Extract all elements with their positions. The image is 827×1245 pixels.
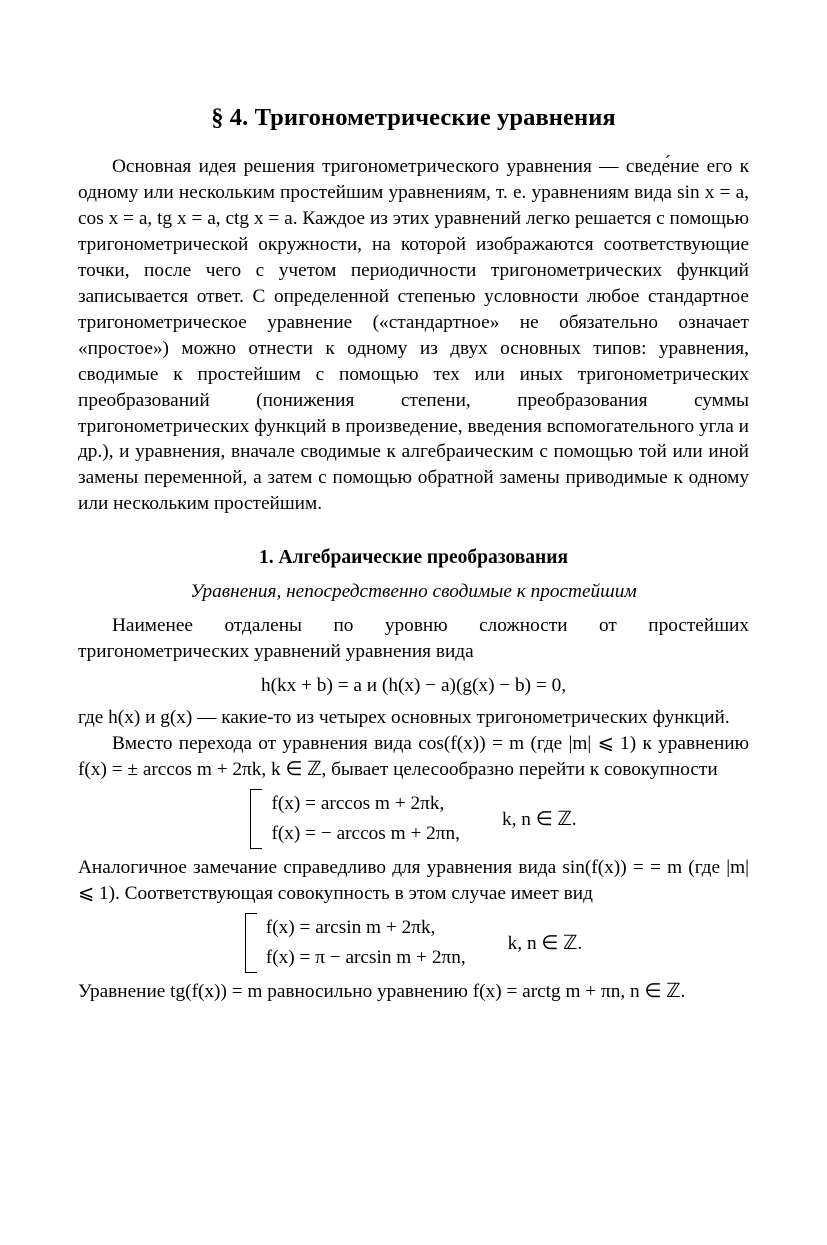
intro-text: Основная идея решения тригонометрического уравнения — сведе́ние его к одному или нескольким простейшим уравнениям, т. е. уравнениям вида sin x = a, cos x = a, tg x = a, ctg x = a. Каждое из этих уравнений легко решается с помощью тригонометрической окружности, на которой изображаются соответствующие точки, после чего с учетом периодичности тригонометрических функций записывается ответ. С определенной степенью условности любое стандартное тригонометрическое уравнение («стандартное» не обязательно означает «простое») можно отнести к одному из двух основных типов: уравнения, сводимые к простейшим с помощью тех или иных тригонометрических преобразований (понижения степени, преобразования суммы тригонометрических функций в произведение, введения вспомогательного угла и др.), и уравнения, вначале сводимые к алгебраическим с помощью той или иной замены переменной, а затем с помощью обратной замены приводимые к одному или нескольким простейшим.: [78, 156, 749, 515]
system-bracket-icon: [245, 913, 257, 973]
paragraph-2: Наименее отдалены по уровню сложности от простейших тригонометрических уравнений уравнения вида: [78, 615, 749, 663]
system-1-rows: [271, 789, 460, 849]
system-2-condition: k, n ∈ ℤ.: [507, 932, 583, 954]
subsection-subtitle: Уравнения, непосредственно сводимые к простейшим: [190, 581, 637, 603]
subsection-title: Алгебраические преобразования: [278, 547, 569, 569]
page-title: § 4. Тригонометрические уравнения: [211, 104, 616, 131]
formula-1: h(kx + b) = a и (h(x) − a)(g(x) − b) = 0,: [260, 675, 567, 697]
system-2-row-1: f(x) = arcsin m + 2πk,: [265, 916, 436, 938]
paragraph-5: Аналогичное замечание справедливо для уравнения вида sin(f(x)) = = m (где |m| ⩽ 1). Соответствующая совокупность в этом случае имеет вид: [78, 856, 749, 904]
intro-paragraph: [78, 154, 749, 517]
system-1-group: [250, 789, 460, 849]
equation-system-2: [78, 913, 749, 973]
system-2-rows: [266, 913, 466, 973]
subsection-number: 1.: [258, 547, 274, 569]
system-bracket-icon: [250, 789, 262, 849]
system-2-row-2: f(x) = π − arcsin m + 2πn,: [265, 946, 466, 968]
paragraph-4: Вместо перехода от уравнения вида cos(f(x)) = m (где |m| ⩽ 1) к уравнению f(x) = ± arccos m + 2πk, k ∈ ℤ, бывает целесообразно перейти к совокупности: [78, 733, 749, 781]
system-1-condition: k, n ∈ ℤ.: [501, 809, 577, 831]
paragraph-3: где h(x) и g(x) — какие-то из четырех основных тригонометрических функций.: [78, 707, 730, 729]
system-2-group: [245, 913, 466, 973]
subsection-heading: [78, 547, 749, 569]
paragraph-6: Уравнение tg(f(x)) = m равносильно уравнению f(x) = arctg m + πn, n ∈ ℤ.: [78, 980, 686, 1002]
system-1-row-1: f(x) = arccos m + 2πk,: [271, 793, 445, 815]
system-1-row-2: f(x) = − arccos m + 2πn,: [271, 823, 460, 845]
equation-system-1: [78, 789, 749, 849]
